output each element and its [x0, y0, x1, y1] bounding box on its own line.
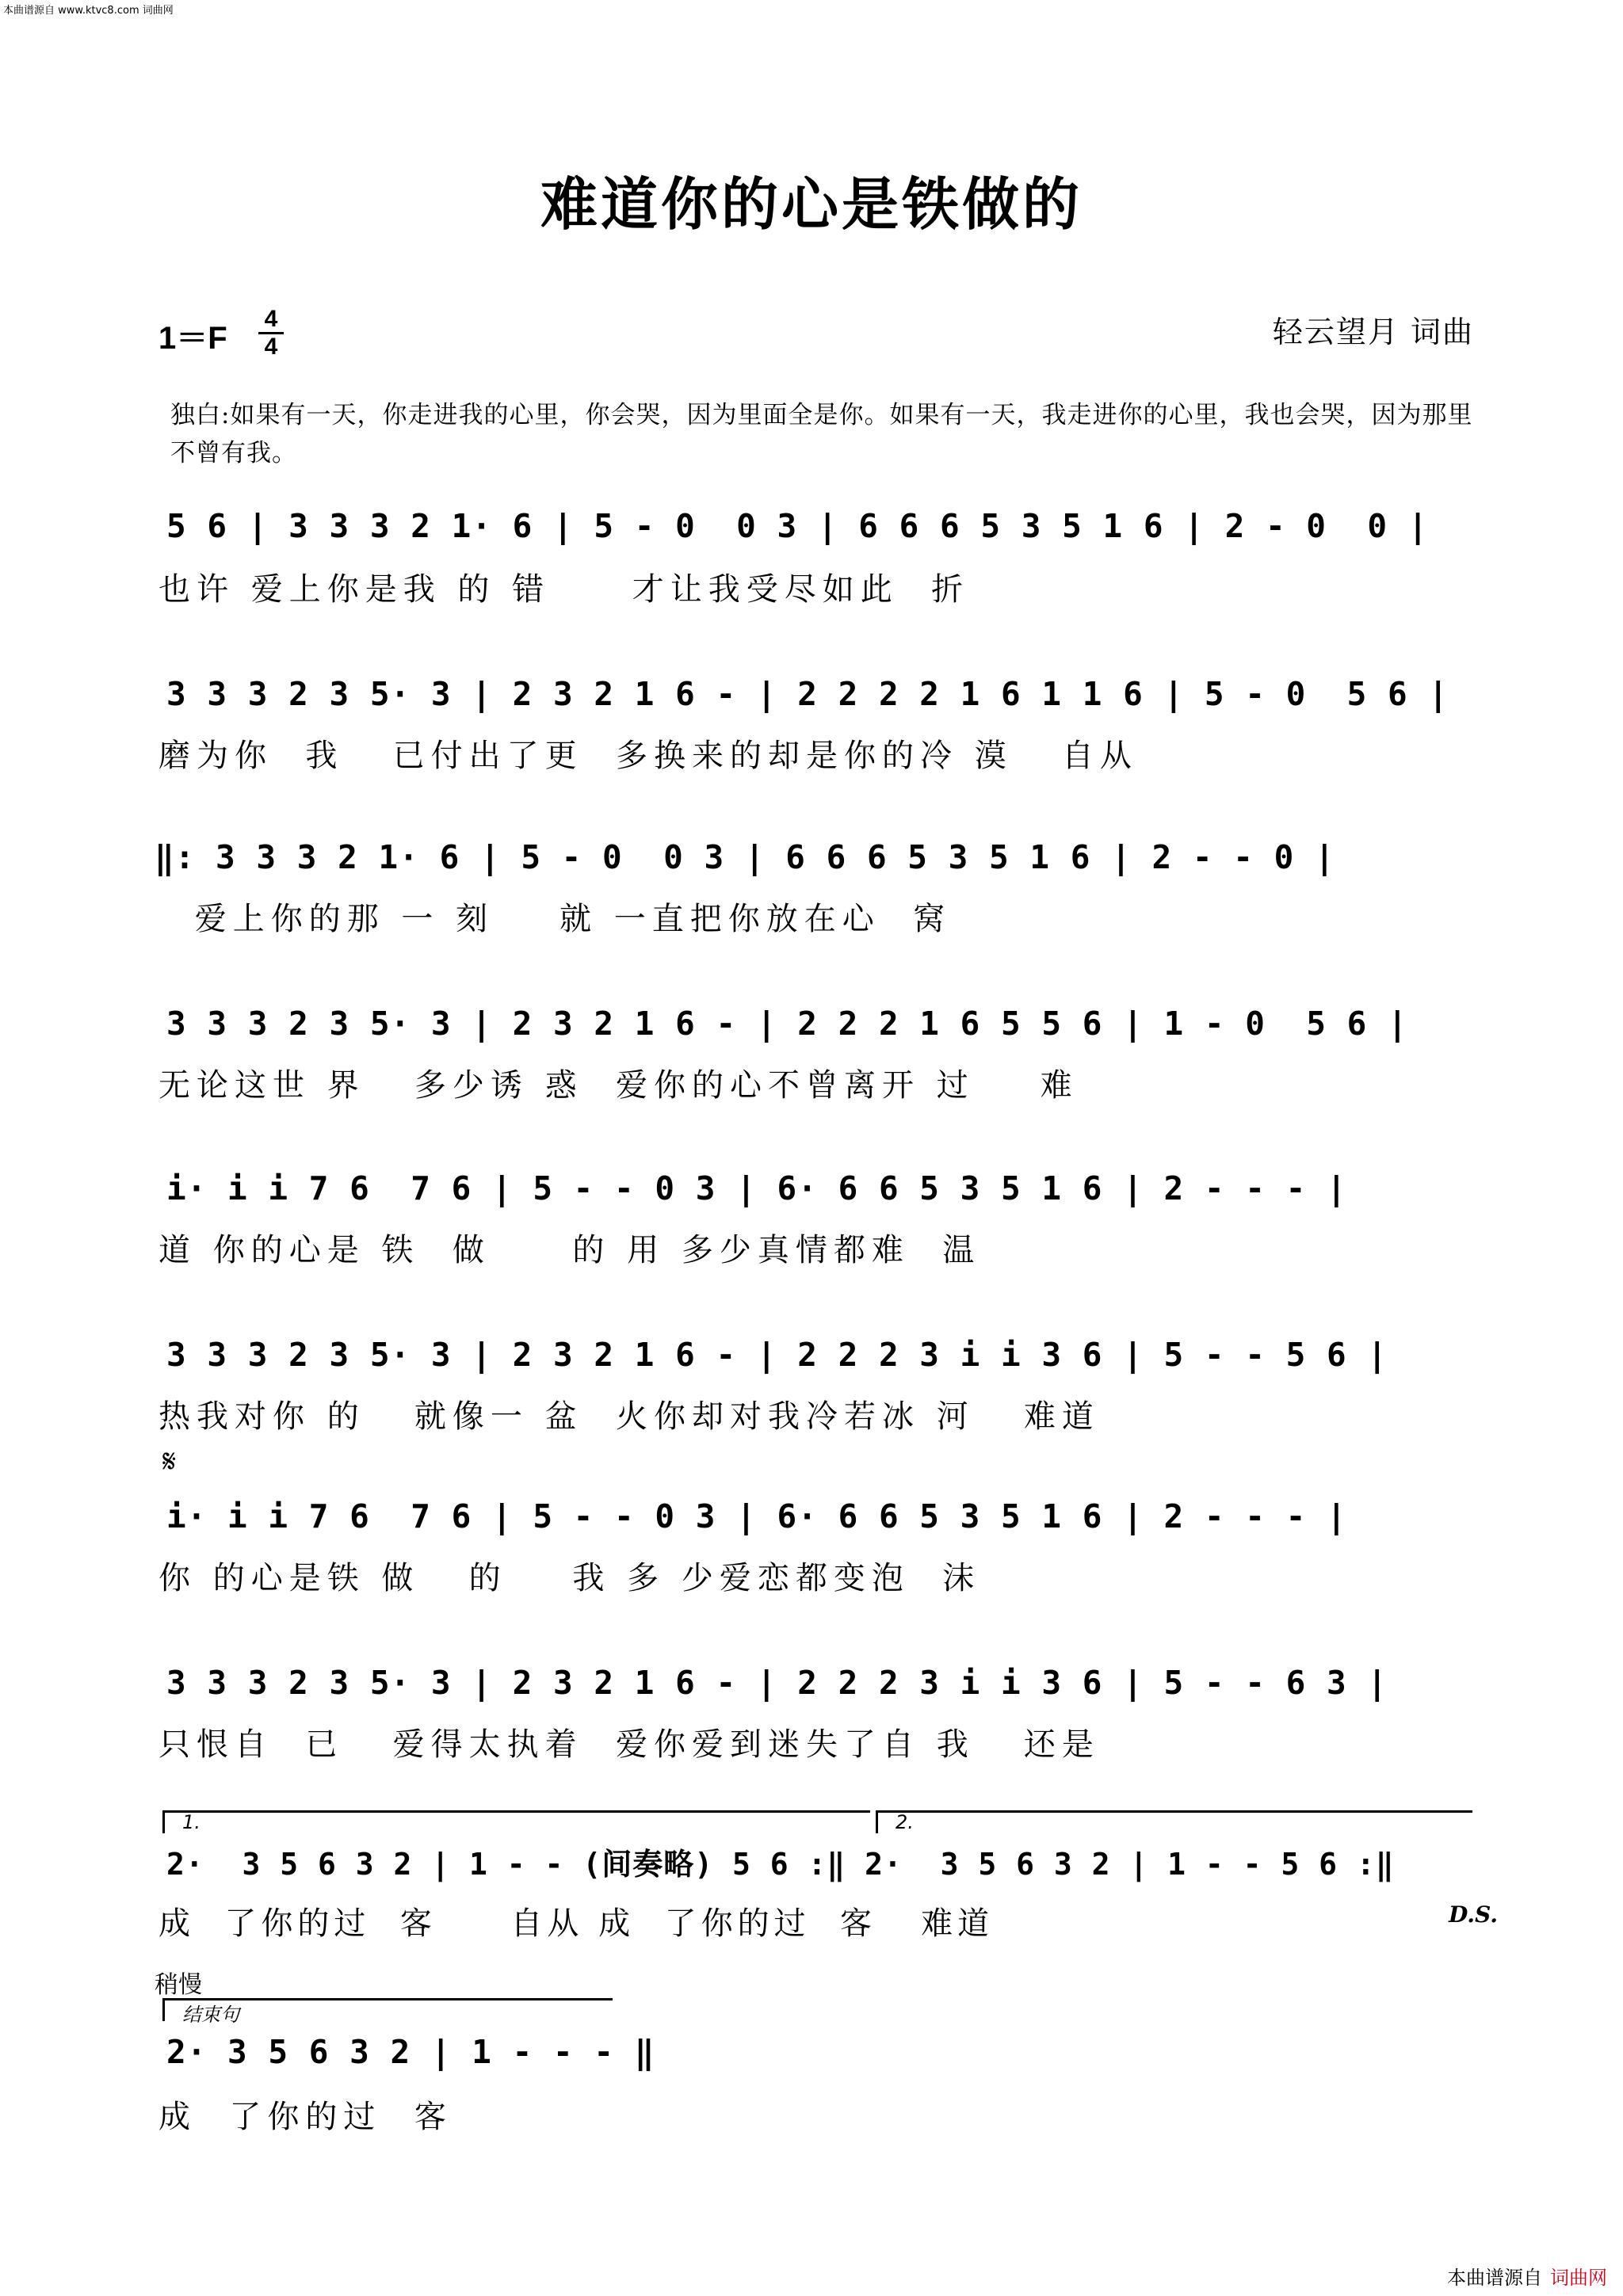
notation-row-4: 3 3 3 2 3 5· 3 | 2 3 2 1 6 - | 2 2 2 1 6 5 5 6 | 1 - 0 5 6 |	[166, 1005, 1408, 1043]
ending-bracket	[162, 1998, 613, 2026]
monologue-text: 独白:如果有一天，你走进我的心里，你会哭，因为里面全是你。如果有一天，我走进你的心里，我也会哭，因为那里不曾有我。	[170, 401, 1473, 467]
lyrics-row-3: 爱上你的那 一 刻 就 一直把你放在心 窝	[178, 901, 952, 937]
lyrics-row-6: 热我对你 的 就像一 盆 火你却对我冷若冰 河 难道	[158, 1398, 1100, 1435]
footer-text: 本曲谱源自	[1447, 2267, 1542, 2289]
volta-1-label: 1.	[182, 1811, 200, 1833]
ds-mark: D.S.	[1449, 1901, 1499, 1928]
footer-site: 词曲网	[1550, 2267, 1607, 2289]
lyrics-row-10: 成 了你的过 客	[158, 2099, 453, 2135]
notation-row-10: 2· 3 5 6 3 2 | 1 - - - ‖	[166, 2033, 655, 2071]
lyrics-row-2: 磨为你 我 已付出了更 多换来的却是你的冷 漠 自从	[158, 738, 1138, 774]
time-signature-top: 4	[264, 306, 278, 332]
lyrics-row-8: 只恨自 已 爱得太执着 爱你爱到迷失了自 我 还是	[158, 1726, 1100, 1763]
composer-credit: 轻云望月 词曲	[1272, 315, 1474, 349]
volta-2-label: 2.	[896, 1811, 914, 1833]
notation-row-3: ‖: 3 3 3 2 1· 6 | 5 - 0 0 3 | 6 6 6 5 3 5 1 6 | 2 - - 0 |	[155, 838, 1335, 876]
segno-sign: 𝄋	[162, 1444, 177, 1480]
page-title: 难道你的心是铁做的	[540, 170, 1083, 238]
time-signature-bottom: 4	[264, 334, 278, 360]
lyrics-row-9: 成 了你的过 客 自从 成 了你的过 客 难道	[158, 1905, 995, 1942]
notation-row-9: 2· 3 5 6 3 2 | 1 - - (间奏略) 5 6 :‖ 2· 3 5 6 3 2 | 1 - - 5 6 :‖	[166, 1847, 1395, 1882]
notation-row-6: 3 3 3 2 3 5· 3 | 2 3 2 1 6 - | 2 2 2 3 i i 3 6 | 5 - - 5 6 |	[166, 1336, 1388, 1374]
ending-label: 结束句	[182, 2004, 239, 2026]
notation-row-5: i· i i 7 6 7 6 | 5 - - 0 3 | 6· 6 6 5 3 5 1 6 | 2 - - - |	[166, 1169, 1347, 1207]
notation-row-8: 3 3 3 2 3 5· 3 | 2 3 2 1 6 - | 2 2 2 3 i i 3 6 | 5 - - 6 3 |	[166, 1664, 1388, 1702]
lyrics-row-7: 你 的心是铁 做 的 我 多 少爱恋都变泡 沫	[158, 1560, 981, 1596]
time-signature	[255, 307, 287, 359]
volta-2-bracket	[876, 1810, 1472, 1833]
lyrics-row-5: 道 你的心是 铁 做 的 用 多少真情都难 温	[158, 1232, 981, 1268]
key-signature: 1＝F	[158, 321, 227, 356]
notation-row-2: 3 3 3 2 3 5· 3 | 2 3 2 1 6 - | 2 2 2 2 1 6 1 1 6 | 5 - 0 5 6 |	[166, 675, 1449, 713]
lyrics-row-4: 无论这世 界 多少诱 惑 爱你的心不曾离开 过 难	[158, 1067, 1079, 1104]
notation-row-1: 5 6 | 3 3 3 2 1· 6 | 5 - 0 0 3 | 6 6 6 5 3 5 1 6 | 2 - 0 0 |	[166, 507, 1429, 545]
source-caption: 本曲谱源自 www.ktvc8.com 词曲网	[3, 5, 174, 17]
footer-source	[1447, 2262, 1607, 2290]
volta-1-bracket	[162, 1810, 870, 1833]
notation-row-7: i· i i 7 6 7 6 | 5 - - 0 3 | 6· 6 6 5 3 5 1 6 | 2 - - - |	[166, 1497, 1347, 1535]
lyrics-row-1: 也许 爱上你是我 的 错 才让我受尽如此 折	[158, 571, 970, 608]
tempo-mark: 稍慢	[155, 1971, 202, 1999]
